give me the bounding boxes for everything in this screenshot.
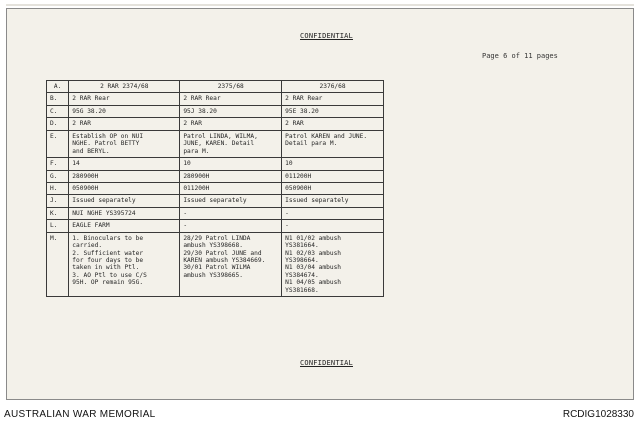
column-3-cell: - bbox=[282, 220, 384, 232]
column-3-cell: 050900H bbox=[282, 182, 384, 194]
row-label-cell: G. bbox=[47, 170, 69, 182]
archive-footer-bar bbox=[0, 406, 640, 423]
column-1-cell: 1. Binoculars to be carried. 2. Sufficient water for four days to be taken in with Ptl. 3. AO Ptl to use C/S 95H. OP remain 95G. bbox=[69, 232, 180, 297]
column-3-cell: N1 01/02 ambush YS381664. N1 02/03 ambush YS398664. N1 03/04 ambush YS384674. N1 04/05 ambush YS381668. bbox=[282, 232, 384, 297]
column-2-cell: 2 RAR bbox=[180, 118, 282, 130]
column-1-cell: 2 RAR Rear bbox=[69, 93, 180, 105]
institution-name: AUSTRALIAN WAR MEMORIAL bbox=[4, 409, 156, 420]
column-2-cell: - bbox=[180, 207, 282, 219]
row-label-cell: E. bbox=[47, 130, 69, 157]
column-3-cell: - bbox=[282, 207, 384, 219]
table-row bbox=[47, 207, 384, 219]
table-row bbox=[47, 158, 384, 170]
table-row bbox=[47, 182, 384, 194]
column-2-cell: 28/29 Patrol LINDA ambush YS398668. 29/30 Patrol JUNE and KAREN ambush YS384669. 30/01 Patrol WILMA ambush YS398665. bbox=[180, 232, 282, 297]
column-1-cell: 280900H bbox=[69, 170, 180, 182]
column-1-cell: NUI NGHE YS395724 bbox=[69, 207, 180, 219]
row-label-cell: H. bbox=[47, 182, 69, 194]
table-row bbox=[47, 93, 384, 105]
row-label-cell: F. bbox=[47, 158, 69, 170]
table-row bbox=[47, 170, 384, 182]
table-row bbox=[47, 195, 384, 207]
row-label-cell: K. bbox=[47, 207, 69, 219]
row-label-cell: L. bbox=[47, 220, 69, 232]
row-label-cell: M. bbox=[47, 232, 69, 297]
column-3-cell: 2 RAR Rear bbox=[282, 93, 384, 105]
column-1-cell: Establish OP on NUI NGHE. Patrol BETTY and BERYL. bbox=[69, 130, 180, 157]
row-label-cell: D. bbox=[47, 118, 69, 130]
column-3-cell: Patrol KAREN and JUNE. Detail para M. bbox=[282, 130, 384, 157]
column-2-cell: 011200H bbox=[180, 182, 282, 194]
column-2-cell: - bbox=[180, 220, 282, 232]
column-1-cell: Issued separately bbox=[69, 195, 180, 207]
orders-table-body bbox=[47, 81, 384, 297]
column-3-cell: 011200H bbox=[282, 170, 384, 182]
row-label-cell: J. bbox=[47, 195, 69, 207]
column-3-cell: 2376/68 bbox=[282, 81, 384, 93]
column-2-cell: 10 bbox=[180, 158, 282, 170]
column-1-cell: 2 RAR bbox=[69, 118, 180, 130]
classification-footer: CONFIDENTIAL bbox=[300, 359, 353, 367]
row-label-cell: B. bbox=[47, 93, 69, 105]
column-2-cell: 2375/68 bbox=[180, 81, 282, 93]
table-row bbox=[47, 118, 384, 130]
top-edge-rule bbox=[6, 4, 634, 6]
page-indicator: Page 6 of 11 pages bbox=[482, 52, 558, 60]
table-row bbox=[47, 220, 384, 232]
table-row bbox=[47, 105, 384, 117]
record-id: RCDIG1028330 bbox=[562, 409, 634, 420]
column-1-cell: 95G 38.20 bbox=[69, 105, 180, 117]
column-1-cell: 050900H bbox=[69, 182, 180, 194]
column-3-cell: Issued separately bbox=[282, 195, 384, 207]
column-2-cell: 2 RAR Rear bbox=[180, 93, 282, 105]
column-2-cell: 95J 38.20 bbox=[180, 105, 282, 117]
column-3-cell: 2 RAR bbox=[282, 118, 384, 130]
table-row bbox=[47, 130, 384, 157]
table-row bbox=[47, 81, 384, 93]
row-label-cell: A. bbox=[47, 81, 69, 93]
column-3-cell: 10 bbox=[282, 158, 384, 170]
classification-header: CONFIDENTIAL bbox=[300, 32, 353, 40]
column-1-cell: 14 bbox=[69, 158, 180, 170]
table-row bbox=[47, 232, 384, 297]
column-1-cell: 2 RAR 2374/68 bbox=[69, 81, 180, 93]
column-3-cell: 95E 38.20 bbox=[282, 105, 384, 117]
orders-table bbox=[46, 80, 384, 297]
column-1-cell: EAGLE FARM bbox=[69, 220, 180, 232]
column-2-cell: 280900H bbox=[180, 170, 282, 182]
column-2-cell: Issued separately bbox=[180, 195, 282, 207]
column-2-cell: Patrol LINDA, WILMA, JUNE, KAREN. Detail para M. bbox=[180, 130, 282, 157]
row-label-cell: C. bbox=[47, 105, 69, 117]
